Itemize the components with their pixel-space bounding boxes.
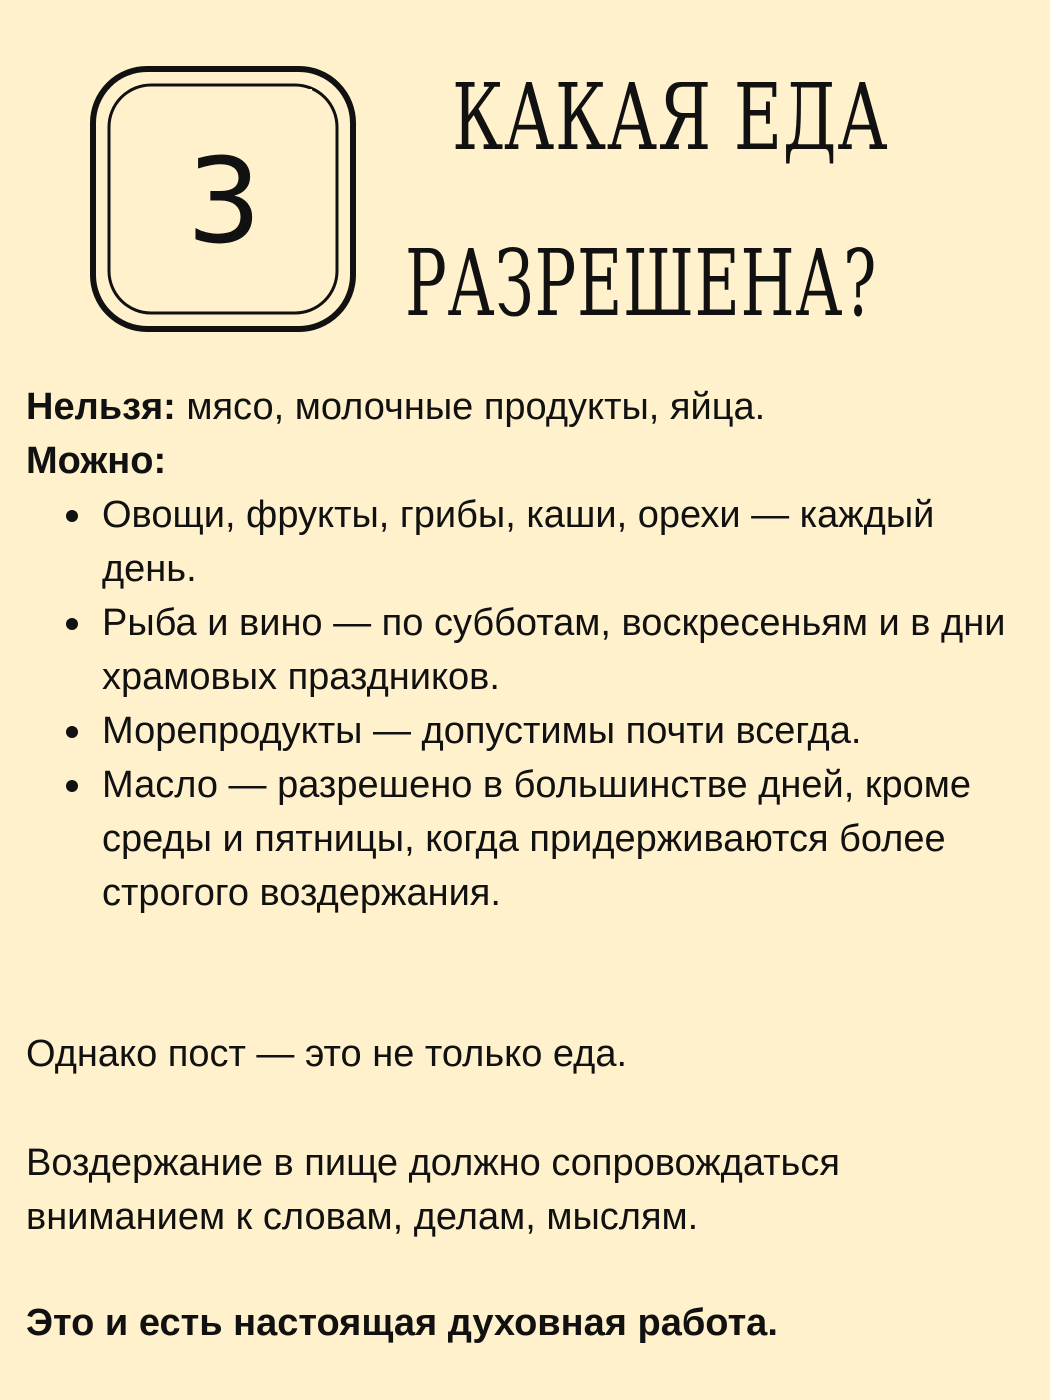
allowed-list [26, 488, 1026, 920]
list-item [102, 758, 1002, 920]
badge-number: 3 [186, 132, 260, 270]
list-item-text: Масло — разрешено в большинстве дней, кроме среды и пятницы, когда придерживаются более строгого воздержания. [102, 764, 972, 914]
forbidden-line [26, 380, 1026, 434]
bullet-icon [66, 510, 78, 522]
list-item-text: Рыба и вино — по субботам, воскресеньям и в дни храмовых праздников. [102, 602, 1006, 698]
list-item [102, 704, 1032, 758]
paragraph-abstinence: Воздержание в пище должно сопровождаться вниманием к словам, делам, мыслям. [26, 1142, 840, 1238]
bullet-icon [66, 618, 78, 630]
number-badge [90, 66, 356, 332]
list-item-text: Морепродукты — допустимы почти всегда. [102, 710, 862, 752]
bullet-icon [66, 780, 78, 792]
list-item [102, 596, 1032, 704]
list-item-text: Овощи, фрукты, грибы, каши, орехи — каждый день. [102, 494, 935, 590]
bullet-icon [66, 726, 78, 738]
forbidden-label: Нельзя: [26, 386, 176, 428]
food-rules [26, 380, 1026, 920]
page-title-line-2: РАЗРЕШЕНА? [405, 230, 878, 337]
forbidden-text: мясо, молочные продукты, яйца. [175, 386, 766, 428]
allowed-label: Можно: [26, 440, 167, 482]
page-title-line-1: КАКАЯ ЕДА [452, 64, 889, 171]
paragraph-conclusion: Это и есть настоящая духовная работа. [26, 1302, 778, 1344]
list-item [102, 488, 1032, 596]
header [0, 0, 1050, 360]
paragraph-fasting-not-only-food: Однако пост — это не только еда. [26, 1033, 628, 1075]
